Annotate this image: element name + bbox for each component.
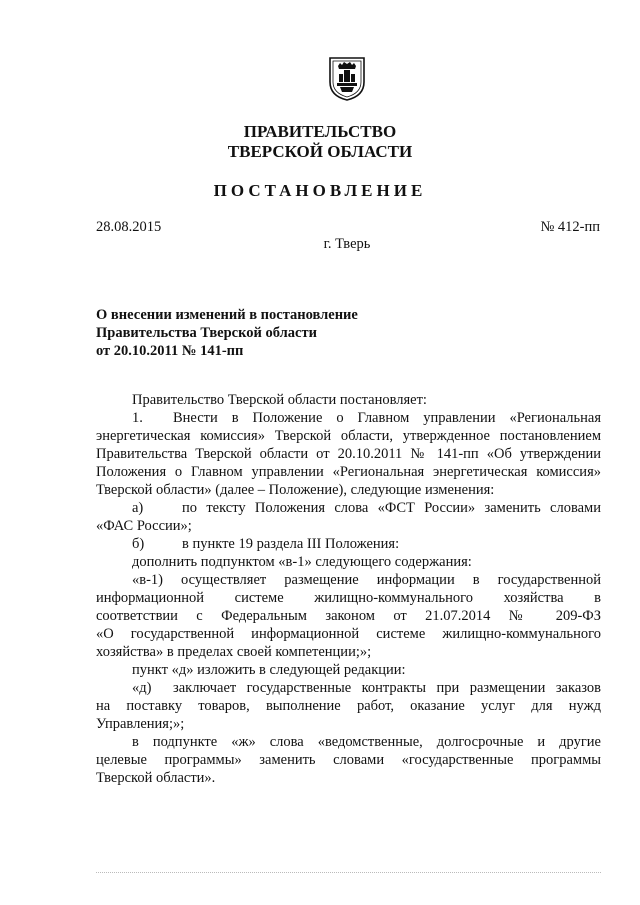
body-line: «в-1) осуществляет размещение информации в государственной	[132, 572, 601, 588]
body-line: хозяйства» в пределах своей компетенции;»;	[96, 644, 372, 660]
body-line-text: по тексту Положения слова «ФСТ России» заменить словами	[182, 500, 601, 516]
body-line: в подпункте «ж» слова «ведомственные, долгосрочные и другие	[132, 734, 601, 750]
body-line: энергетическая комиссия» Тверской области, утвержденное постановлением	[96, 428, 601, 444]
government-name-line2: ТВЕРСКОЙ ОБЛАСТИ	[227, 142, 413, 161]
subitem-letter: «д)	[132, 680, 152, 696]
document-city: г. Тверь	[323, 236, 371, 252]
body-line: Правительство Тверской области постановляет:	[132, 392, 427, 408]
body-line: на поставку товаров, выполнение работ, оказание услуг для нужд	[96, 698, 601, 714]
body-line: пункт «д» изложить в следующей редакции:	[132, 662, 406, 678]
government-name-line1: ПРАВИТЕЛЬСТВО	[243, 122, 397, 141]
body-line: «О государственной информационной системе жилищно-коммунального	[96, 626, 601, 642]
coat-of-arms-emblem	[327, 52, 367, 102]
body-line: дополнить подпунктом «в-1» следующего содержания:	[132, 554, 472, 570]
body-line: Тверской области».	[96, 770, 216, 786]
item-number: 1.	[132, 410, 143, 426]
subject-line3: от 20.10.2011 № 141-пп	[96, 343, 244, 359]
body-line: информационной системе жилищно-коммунального хозяйства в	[96, 590, 601, 606]
document-type-title: ПОСТАНОВЛЕНИЕ	[213, 181, 427, 200]
subject-line2: Правительства Тверской области	[96, 325, 317, 341]
subitem-letter: а)	[132, 500, 144, 516]
subitem-letter: б)	[132, 536, 145, 552]
body-line: Управления;»;	[96, 716, 185, 732]
body-line: соответствии с Федеральным законом от 21.07.2014 № 209-ФЗ	[96, 608, 601, 624]
body-line-text: в пункте 19 раздела III Положения:	[182, 536, 400, 552]
body-line: целевые программы» заменить словами «государственные программы	[96, 752, 601, 768]
page-bottom-rule	[96, 872, 601, 873]
subject-line1: О внесении изменений в постановление	[96, 307, 358, 323]
document-number: № 412-пп	[540, 219, 600, 235]
body-line-text: Внести в Положение о Главном управлении «Региональная	[173, 410, 601, 426]
document-date: 28.08.2015	[96, 219, 162, 235]
body-line: Положения о Главном управлении «Региональная энергетическая комиссия»	[96, 464, 601, 480]
body-line-text: заключает государственные контракты при размещении заказов	[173, 680, 601, 696]
body-line: Тверской области» (далее – Положение), следующие изменения:	[96, 482, 495, 498]
body-line: «ФАС России»;	[96, 518, 192, 534]
body-line: Правительства Тверской области от 20.10.2011 № 141-пп «Об утверждении	[96, 446, 601, 462]
